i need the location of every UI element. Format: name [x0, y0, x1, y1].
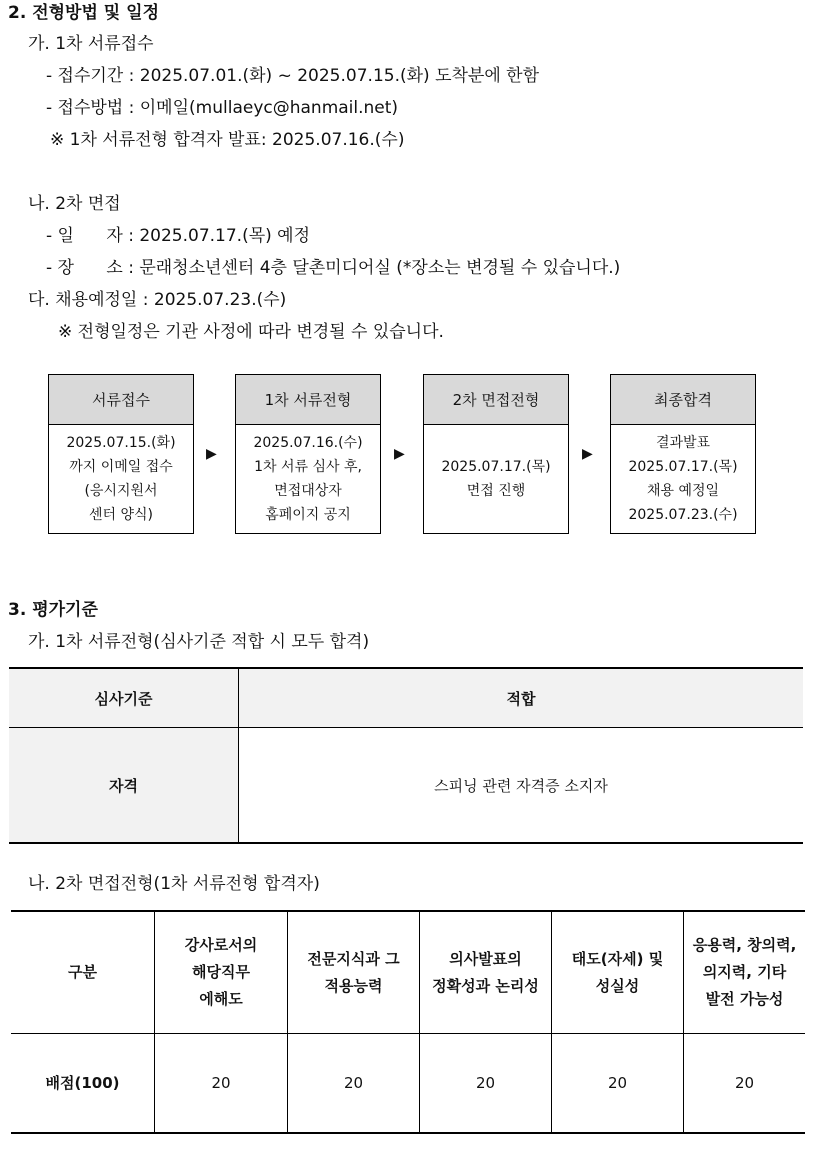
- flow-step-body: 결과발표 2025.07.17.(목) 채용 예정일 2025.07.23.(수): [628, 435, 738, 523]
- schedule-note: ※ 전형일정은 기관 사정에 따라 변경될 수 있습니다.: [58, 322, 444, 342]
- table-header-cell: 심사기준: [9, 668, 239, 728]
- doc-result-note: ※ 1차 서류전형 합격자 발표: 2025.07.16.(수): [50, 130, 405, 150]
- table-header-cell: 의사발표의 정확성과 논리성: [420, 911, 552, 1034]
- table-row: [9, 728, 803, 844]
- table-cell: 20: [155, 1034, 288, 1134]
- table-cell: 배점(100): [11, 1034, 155, 1134]
- flow-step-head: 서류접수: [49, 375, 193, 425]
- section-3-title: 3. 평가기준: [8, 600, 98, 620]
- table-cell: 20: [420, 1034, 552, 1134]
- flow-step-head: 2차 면접전형: [424, 375, 568, 425]
- doc-criteria-title: 가. 1차 서류전형(심사기준 적합 시 모두 합격): [28, 632, 370, 652]
- table-cell: 20: [684, 1034, 806, 1134]
- flow-step-body: 2025.07.16.(수) 1차 서류 심사 후, 면접대상자 홈페이지 공지: [253, 435, 363, 523]
- flow-step-body: 2025.07.15.(화) 까지 이메일 접수 (응시지원서 센터 양식): [66, 435, 176, 523]
- table-row: [11, 1034, 805, 1134]
- interview-date: - 일 자 : 2025.07.17.(목) 예정: [46, 226, 311, 246]
- hire-date: 다. 채용예정일 : 2025.07.23.(수): [28, 290, 287, 310]
- flow-step-head: 최종합격: [611, 375, 755, 425]
- section-2-title: 2. 전형방법 및 일정: [8, 3, 159, 23]
- table-cell: 20: [552, 1034, 684, 1134]
- table-cell: 자격: [9, 728, 239, 844]
- doc-screening-title: 가. 1차 서류접수: [28, 34, 154, 54]
- table-header-cell: 태도(자세) 및 성실성: [552, 911, 684, 1034]
- table-cell: 20: [288, 1034, 420, 1134]
- table-header-row: [11, 911, 805, 1034]
- flow-arrow-icon: ▶: [394, 446, 405, 462]
- flow-step-2: [235, 374, 381, 534]
- table-cell: 스피닝 관련 자격증 소지자: [239, 728, 804, 844]
- application-period: - 접수기간 : 2025.07.01.(화) ~ 2025.07.15.(화) 도착분에 한함: [46, 66, 540, 86]
- table-header-cell: 강사로서의 해당직무 에해도: [155, 911, 288, 1034]
- flow-step-1: [48, 374, 194, 534]
- flow-step-body: 2025.07.17.(목) 면접 진행: [441, 459, 551, 499]
- application-method: - 접수방법 : 이메일(mullaeyc@hanmail.net): [46, 98, 399, 118]
- interview-criteria-title: 나. 2차 면접전형(1차 서류전형 합격자): [28, 874, 320, 894]
- flow-step-4: [610, 374, 756, 534]
- table-header-cell: 구분: [11, 911, 155, 1034]
- table-header-cell: 전문지식과 그 적용능력: [288, 911, 420, 1034]
- flow-arrow-icon: ▶: [206, 446, 217, 462]
- table-header-cell: 적합: [239, 668, 804, 728]
- flow-step-head: 1차 서류전형: [236, 375, 380, 425]
- doc-criteria-table: [9, 667, 803, 844]
- flow-arrow-icon: ▶: [582, 446, 593, 462]
- interview-title: 나. 2차 면접: [28, 194, 121, 214]
- table-header-row: [9, 668, 803, 728]
- flow-step-3: [423, 374, 569, 534]
- interview-criteria-table: [11, 910, 805, 1134]
- interview-place: - 장 소 : 문래청소년센터 4층 달촌미디어실 (*장소는 변경될 수 있습니다.): [46, 258, 621, 278]
- table-header-cell: 응용력, 창의력, 의지력, 기타 발전 가능성: [684, 911, 806, 1034]
